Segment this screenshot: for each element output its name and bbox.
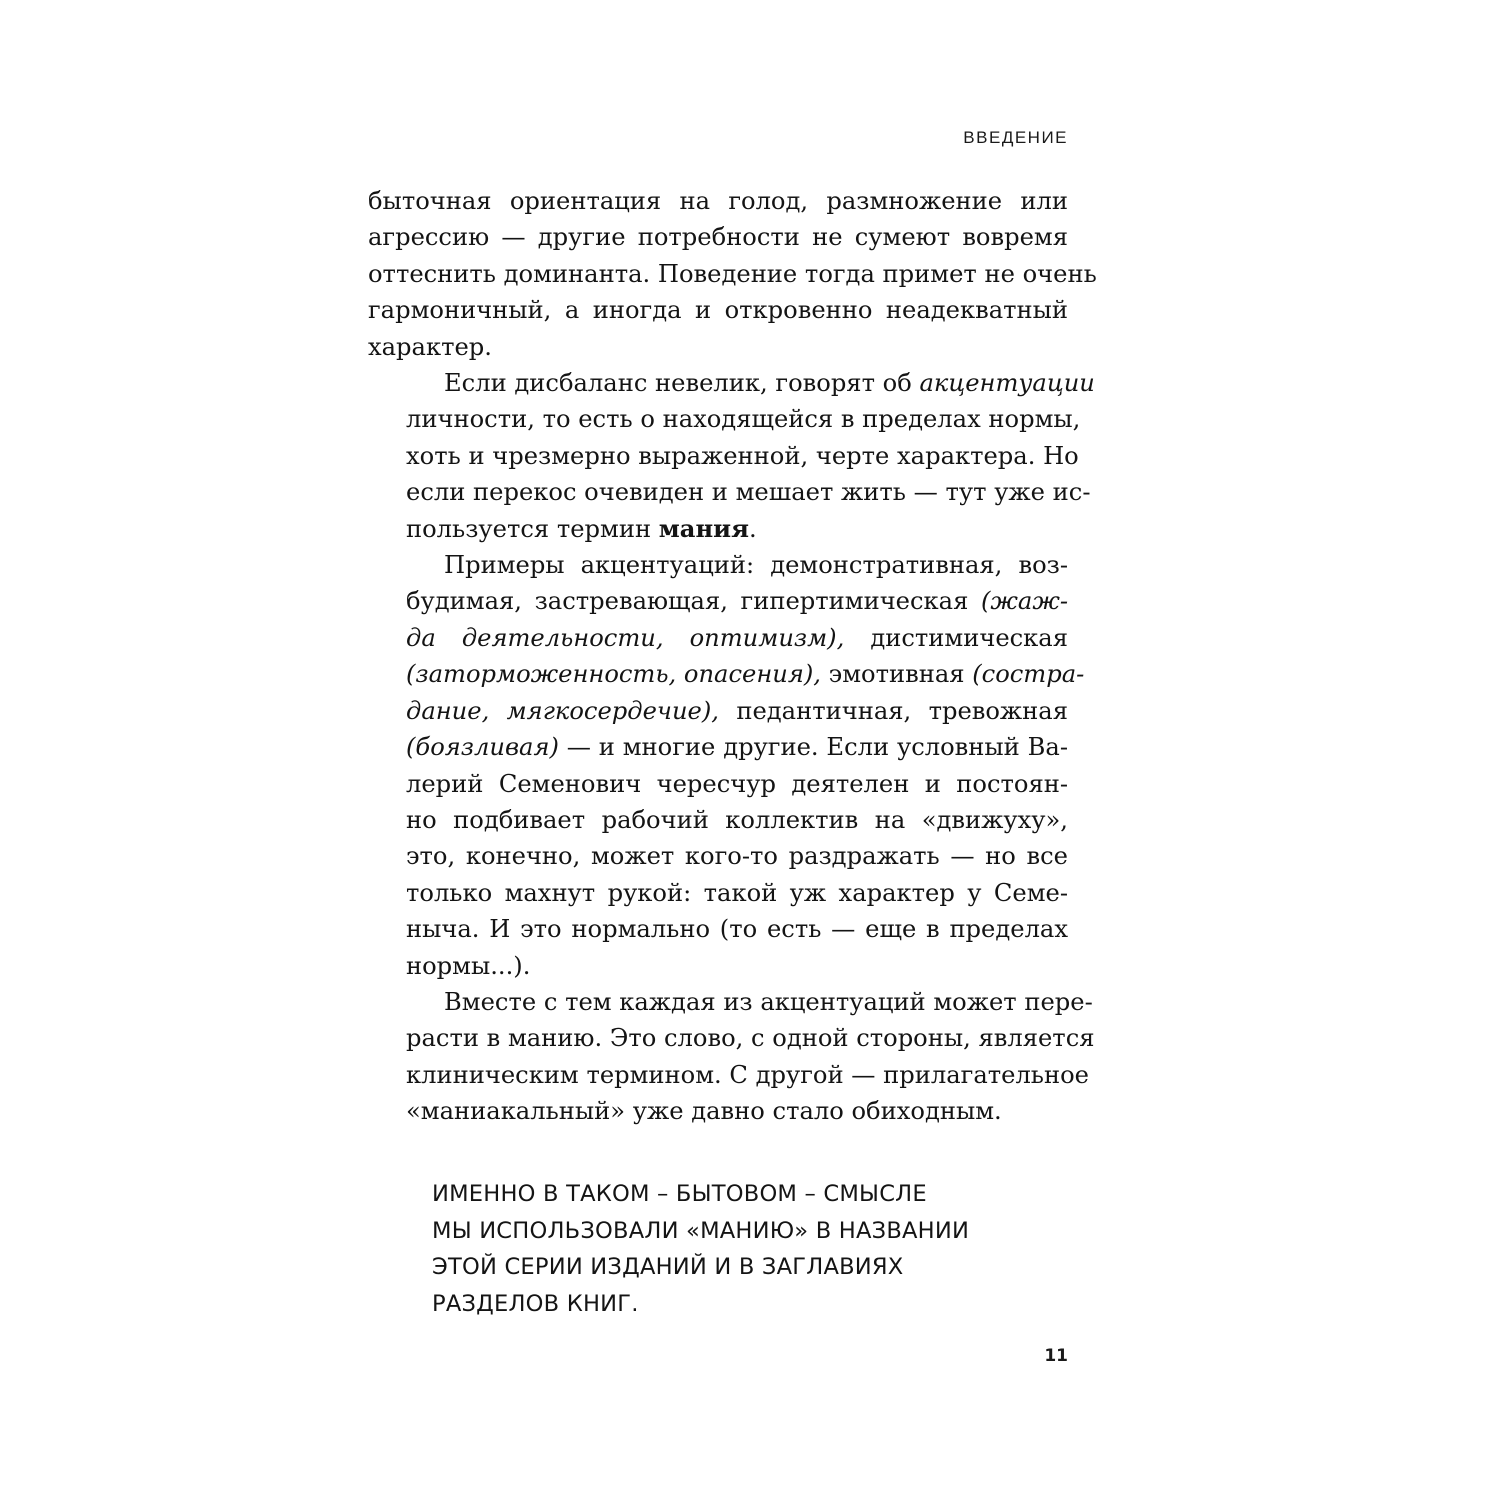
text-run: эмотивная [820, 660, 973, 689]
page-number: 11 [1044, 1346, 1068, 1366]
text-run: лерий Семенович чересчур деятелен и постоян- [406, 769, 1068, 798]
italic-text: (жаж- [980, 587, 1068, 616]
text-line [368, 984, 1093, 1020]
text-line [368, 1093, 1068, 1129]
text-line [368, 547, 1068, 583]
text-run: это, конечно, может кого-то раздражать — но все [406, 842, 1068, 871]
text-run: агрессию — другие потребности не сумеют вовремя [368, 223, 1068, 252]
text-line [368, 838, 1068, 874]
text-run: «маниакальный» уже давно стало обиходным. [406, 1097, 1002, 1126]
text-run: Примеры акцентуаций: демонстративная, воз- [444, 551, 1068, 580]
pull-quote-line: РАЗДЕЛОВ КНИГ. [432, 1290, 639, 1317]
italic-text: да деятельности, оптимизм), [406, 623, 845, 652]
text-run: Если дисбаланс невелик, говорят об [444, 369, 920, 398]
text-line [368, 511, 1068, 547]
text-line [368, 329, 1068, 365]
text-line [368, 292, 1068, 328]
text-line [368, 802, 1068, 838]
text-run: расти в манию. Это слово, с одной стороны, является [406, 1024, 1095, 1053]
text-run: только махнут рукой: такой уж характер у Семе- [406, 878, 1068, 907]
text-run: . [748, 514, 757, 543]
italic-text: (заторможенность, опасения), [406, 660, 821, 689]
text-run: хоть и чрезмерно выраженной, черте характера. Но [406, 441, 1079, 470]
running-head: ВВЕДЕНИЕ [963, 128, 1068, 147]
text-line [368, 219, 1068, 255]
bold-term: мания [658, 513, 749, 543]
text-line [368, 183, 1068, 219]
text-line [368, 693, 1068, 729]
text-run: — и многие другие. Если условный Ва- [558, 733, 1068, 762]
text-line [368, 948, 1068, 984]
text-run: характер. [368, 332, 492, 361]
text-line [368, 766, 1068, 802]
text-line [368, 875, 1068, 911]
italic-text: дание, мягкосердечие), [406, 696, 719, 725]
pull-quote [432, 1176, 969, 1322]
pull-quote-line: МЫ ИСПОЛЬЗОВАЛИ «МАНИЮ» В НАЗВАНИИ [432, 1217, 970, 1244]
text-run: но подбивает рабочий коллектив на «движуху», [406, 805, 1068, 834]
text-run: оттеснить доминанта. Поведение тогда примет не очень [368, 259, 1097, 288]
pull-quote-line: ЭТОЙ СЕРИИ ИЗДАНИЙ И В ЗАГЛАВИЯХ [432, 1254, 904, 1281]
text-run: пользуется термин [406, 514, 659, 543]
text-run: если перекос очевиден и мешает жить — тут уже ис- [406, 478, 1091, 507]
text-line [368, 365, 1095, 401]
paragraph [368, 183, 1097, 365]
text-run: нормы...). [406, 951, 531, 980]
text-run: Вместе с тем каждая из акцентуаций может пере- [444, 987, 1093, 1016]
text-line [368, 729, 1068, 765]
pull-quote-line: ИМЕННО В ТАКОМ – БЫТОВОМ – СМЫСЛЕ [432, 1181, 927, 1207]
text-line [368, 583, 1068, 619]
italic-text: (боязливая) [406, 733, 559, 762]
italic-text: акцентуации [919, 369, 1095, 398]
text-line [368, 256, 1097, 292]
text-line [368, 401, 1081, 437]
text-run: гармоничный, а иногда и откровенно неадекватный [368, 296, 1068, 325]
text-run: быточная ориентация на голод, размножение или [368, 187, 1068, 215]
text-line [368, 438, 1079, 474]
paragraph [368, 547, 1085, 984]
text-line [368, 1020, 1095, 1056]
text-line [368, 911, 1068, 947]
text-line [368, 474, 1091, 510]
text-run: ныча. И это нормально (то есть — еще в пределах [406, 915, 1068, 944]
body-text [368, 183, 1097, 1130]
paragraph [368, 984, 1095, 1130]
paragraph [368, 365, 1095, 547]
text-line [368, 1057, 1089, 1093]
text-run: дистимическая [844, 623, 1068, 652]
italic-text: (состра- [972, 660, 1085, 689]
text-run: клиническим термином. С другой — прилагательное [406, 1060, 1089, 1089]
text-line [368, 620, 1068, 656]
text-run: будимая, застревающая, гипертимическая [406, 587, 981, 616]
text-line [368, 656, 1085, 692]
text-run: педантичная, тревожная [718, 696, 1068, 725]
text-run: личности, то есть о находящейся в пределах нормы, [406, 405, 1081, 434]
